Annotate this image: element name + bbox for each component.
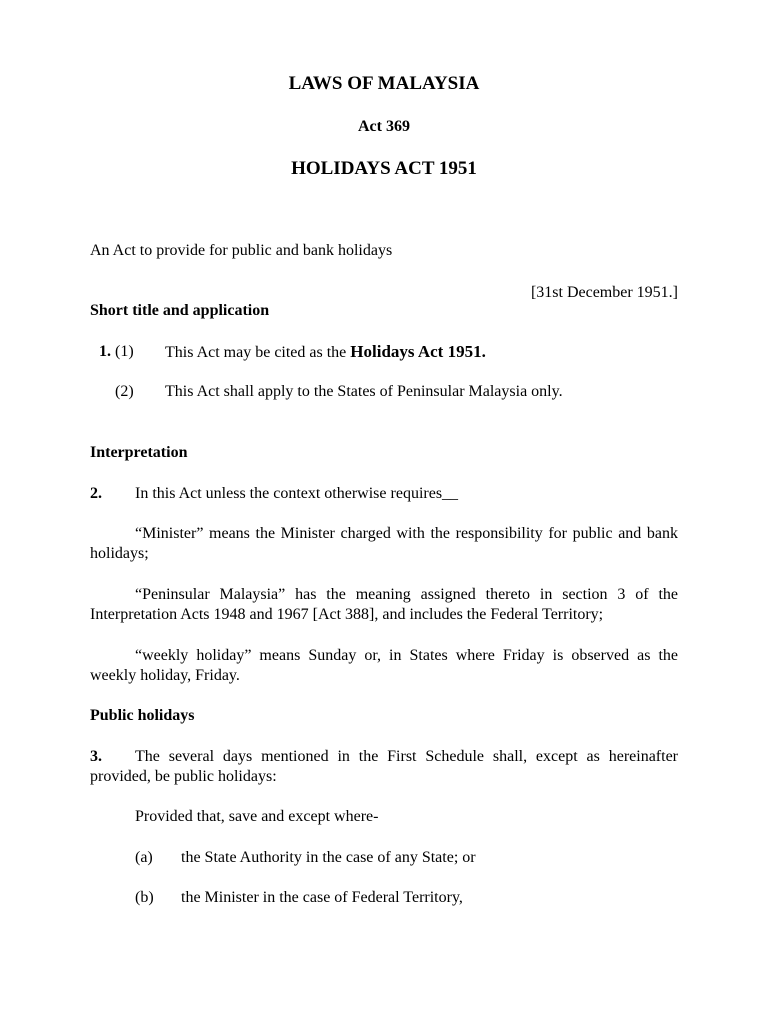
definition-weekly-holiday: “weekly holiday” means Sunday or, in States where Friday is observed as the weekly holiday, Friday. <box>90 647 678 684</box>
act-title: HOLIDAYS ACT 1951 <box>291 158 477 179</box>
definition-minister: “Minister” means the Minister charged with the responsibility for public and bank holidays; <box>90 525 678 562</box>
public-holidays-text: The several days mentioned in the First Schedule shall, except as hereinafter provided, be public holidays: <box>90 748 678 785</box>
laws-title: LAWS OF MALAYSIA <box>288 73 480 94</box>
section-heading-public-holidays: Public holidays <box>90 707 195 724</box>
long-title: An Act to provide for public and bank holidays <box>90 242 393 259</box>
item-b-text: the Minister in the case of Federal Territory, <box>181 889 463 906</box>
section-heading-short-title: Short title and application <box>90 302 270 319</box>
enactment-date: [31st December 1951.] <box>530 284 678 301</box>
section-number-3: 3. <box>90 748 102 765</box>
act-number: Act 369 <box>358 118 410 135</box>
proviso-text: Provided that, save and except where- <box>135 808 379 825</box>
subsection-text-1-1 <box>165 342 486 363</box>
definition-peninsular-malaysia: “Peninsular Malaysia” has the meaning assigned thereto in section 3 of the Interpretation Acts 1948 and 1967 [Act 388], and includes the Federal Territory; <box>90 586 678 623</box>
subsection-label-1-2: (2) <box>115 383 134 400</box>
section-number-1: 1. <box>99 343 111 360</box>
item-b-label: (b) <box>135 889 154 906</box>
item-a-text: the State Authority in the case of any State; or <box>181 849 476 866</box>
act-citation-name: Holidays Act 1951. <box>350 342 486 361</box>
section-heading-interpretation: Interpretation <box>90 444 188 461</box>
interpretation-intro: In this Act unless the context otherwise requires__ <box>135 485 459 502</box>
subsection-text-1-2: This Act shall apply to the States of Peninsular Malaysia only. <box>165 383 563 400</box>
section-number-2: 2. <box>90 485 102 502</box>
citation-text: This Act may be cited as the <box>165 344 351 361</box>
subsection-label-1-1: (1) <box>115 343 134 360</box>
item-a-label: (a) <box>135 849 153 866</box>
